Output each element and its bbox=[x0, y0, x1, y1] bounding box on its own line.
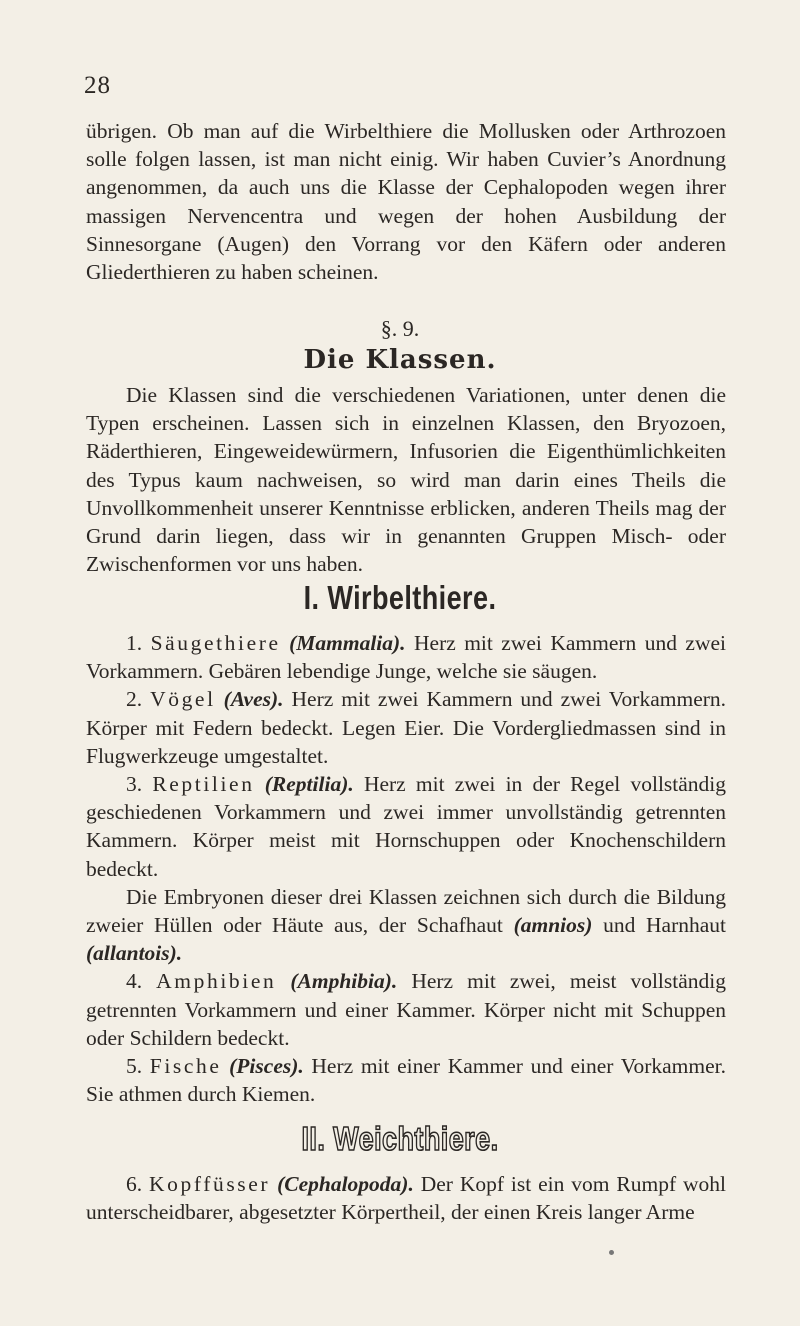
classes-text: Die Klassen sind die verschiedenen Variationen, unter denen die Typen erscheinen. Lassen sich in einzelnen Klassen, den Bryozoen, Räderthieren, Eingeweidewürmern, Infusorien die Eigenthümlichkeiten des Typus kaum nachweisen, so wird man darin eines Theils die Unvollkommenheit unserer Kenntnisse erblicken, anderen Theils mag der Grund darin liegen, dass wir in genannten Gruppen Misch- oder Zwischenformen vor uns haben. bbox=[86, 383, 726, 577]
class-item-reptilia: 3. Reptilien (Reptilia). Herz mit zwei in der Regel vollständig geschiedenen Vorkammern und zwei immer unvollständig getrennten Kammern. Körper meist mit Hornschuppen oder Knochenschildern bedeckt. bbox=[86, 772, 727, 881]
classes-paragraph bbox=[86, 381, 726, 578]
class-item-mammalia: 1. Säugethiere (Mammalia). Herz mit zwei Kammern und zwei Vorkammern. Gebären lebendige Junge, welche sie säugen. bbox=[86, 631, 726, 684]
page-number: 28 bbox=[84, 72, 111, 99]
class-item-cephalopoda: 6. Kopffüsser (Cephalopoda). Der Kopf ist ein vom Rumpf wohl unterscheidbarer, abgesetzter Körpertheil, der einen Kreis langer Arme bbox=[86, 1172, 726, 1225]
class-item-amphibia: 4. Amphibien (Amphibia). Herz mit zwei, meist vollständig getrennten Vorkammern und einer Kammer. Körper nicht mit Schuppen oder Schildern bedeckt. bbox=[86, 969, 727, 1050]
section-marker: §. 9. bbox=[380, 316, 420, 341]
group1-items-part1 bbox=[86, 629, 726, 1108]
class-item-pisces: 5. Fische (Pisces). Herz mit einer Kammer und einer Vorkammer. Sie athmen durch Kiemen. bbox=[86, 1054, 726, 1107]
intro-paragraph bbox=[86, 117, 726, 286]
section-title: Die Klassen. bbox=[303, 345, 497, 375]
group2-heading: II. Weichthiere. bbox=[301, 1120, 499, 1157]
intro-text: übrigen. Ob man auf die Wirbelthiere die Mollusken oder Arthrozoen solle folgen lassen, ist man nicht einig. Wir haben Cuvier’s Anordnung angenommen, da auch uns die Klasse der Cephalopoden wegen ihrer massigen Nervencentra und wegen der hohen Ausbildung der Sinnesorgane (Augen) den Vorrang vor den Käfern oder anderen Gliederthieren zu haben scheinen. bbox=[86, 119, 726, 285]
group1-heading: I. Wirbelthiere. bbox=[303, 579, 497, 616]
paper-speck bbox=[609, 1250, 614, 1255]
embryo-note: Die Embryonen dieser drei Klassen zeichnen sich durch die Bildung zweier Hüllen oder Häute aus, der Schafhaut (amnios) und Harnhaut (allantois). bbox=[86, 884, 727, 966]
group2-items bbox=[86, 1170, 726, 1226]
class-item-aves: 2. Vögel (Aves). Herz mit zwei Kammern und zwei Vorkammern. Körper mit Federn bedeckt. Legen Eier. Die Vordergliedmassen sind in Flugwerkzeuge umgestaltet. bbox=[86, 687, 727, 768]
